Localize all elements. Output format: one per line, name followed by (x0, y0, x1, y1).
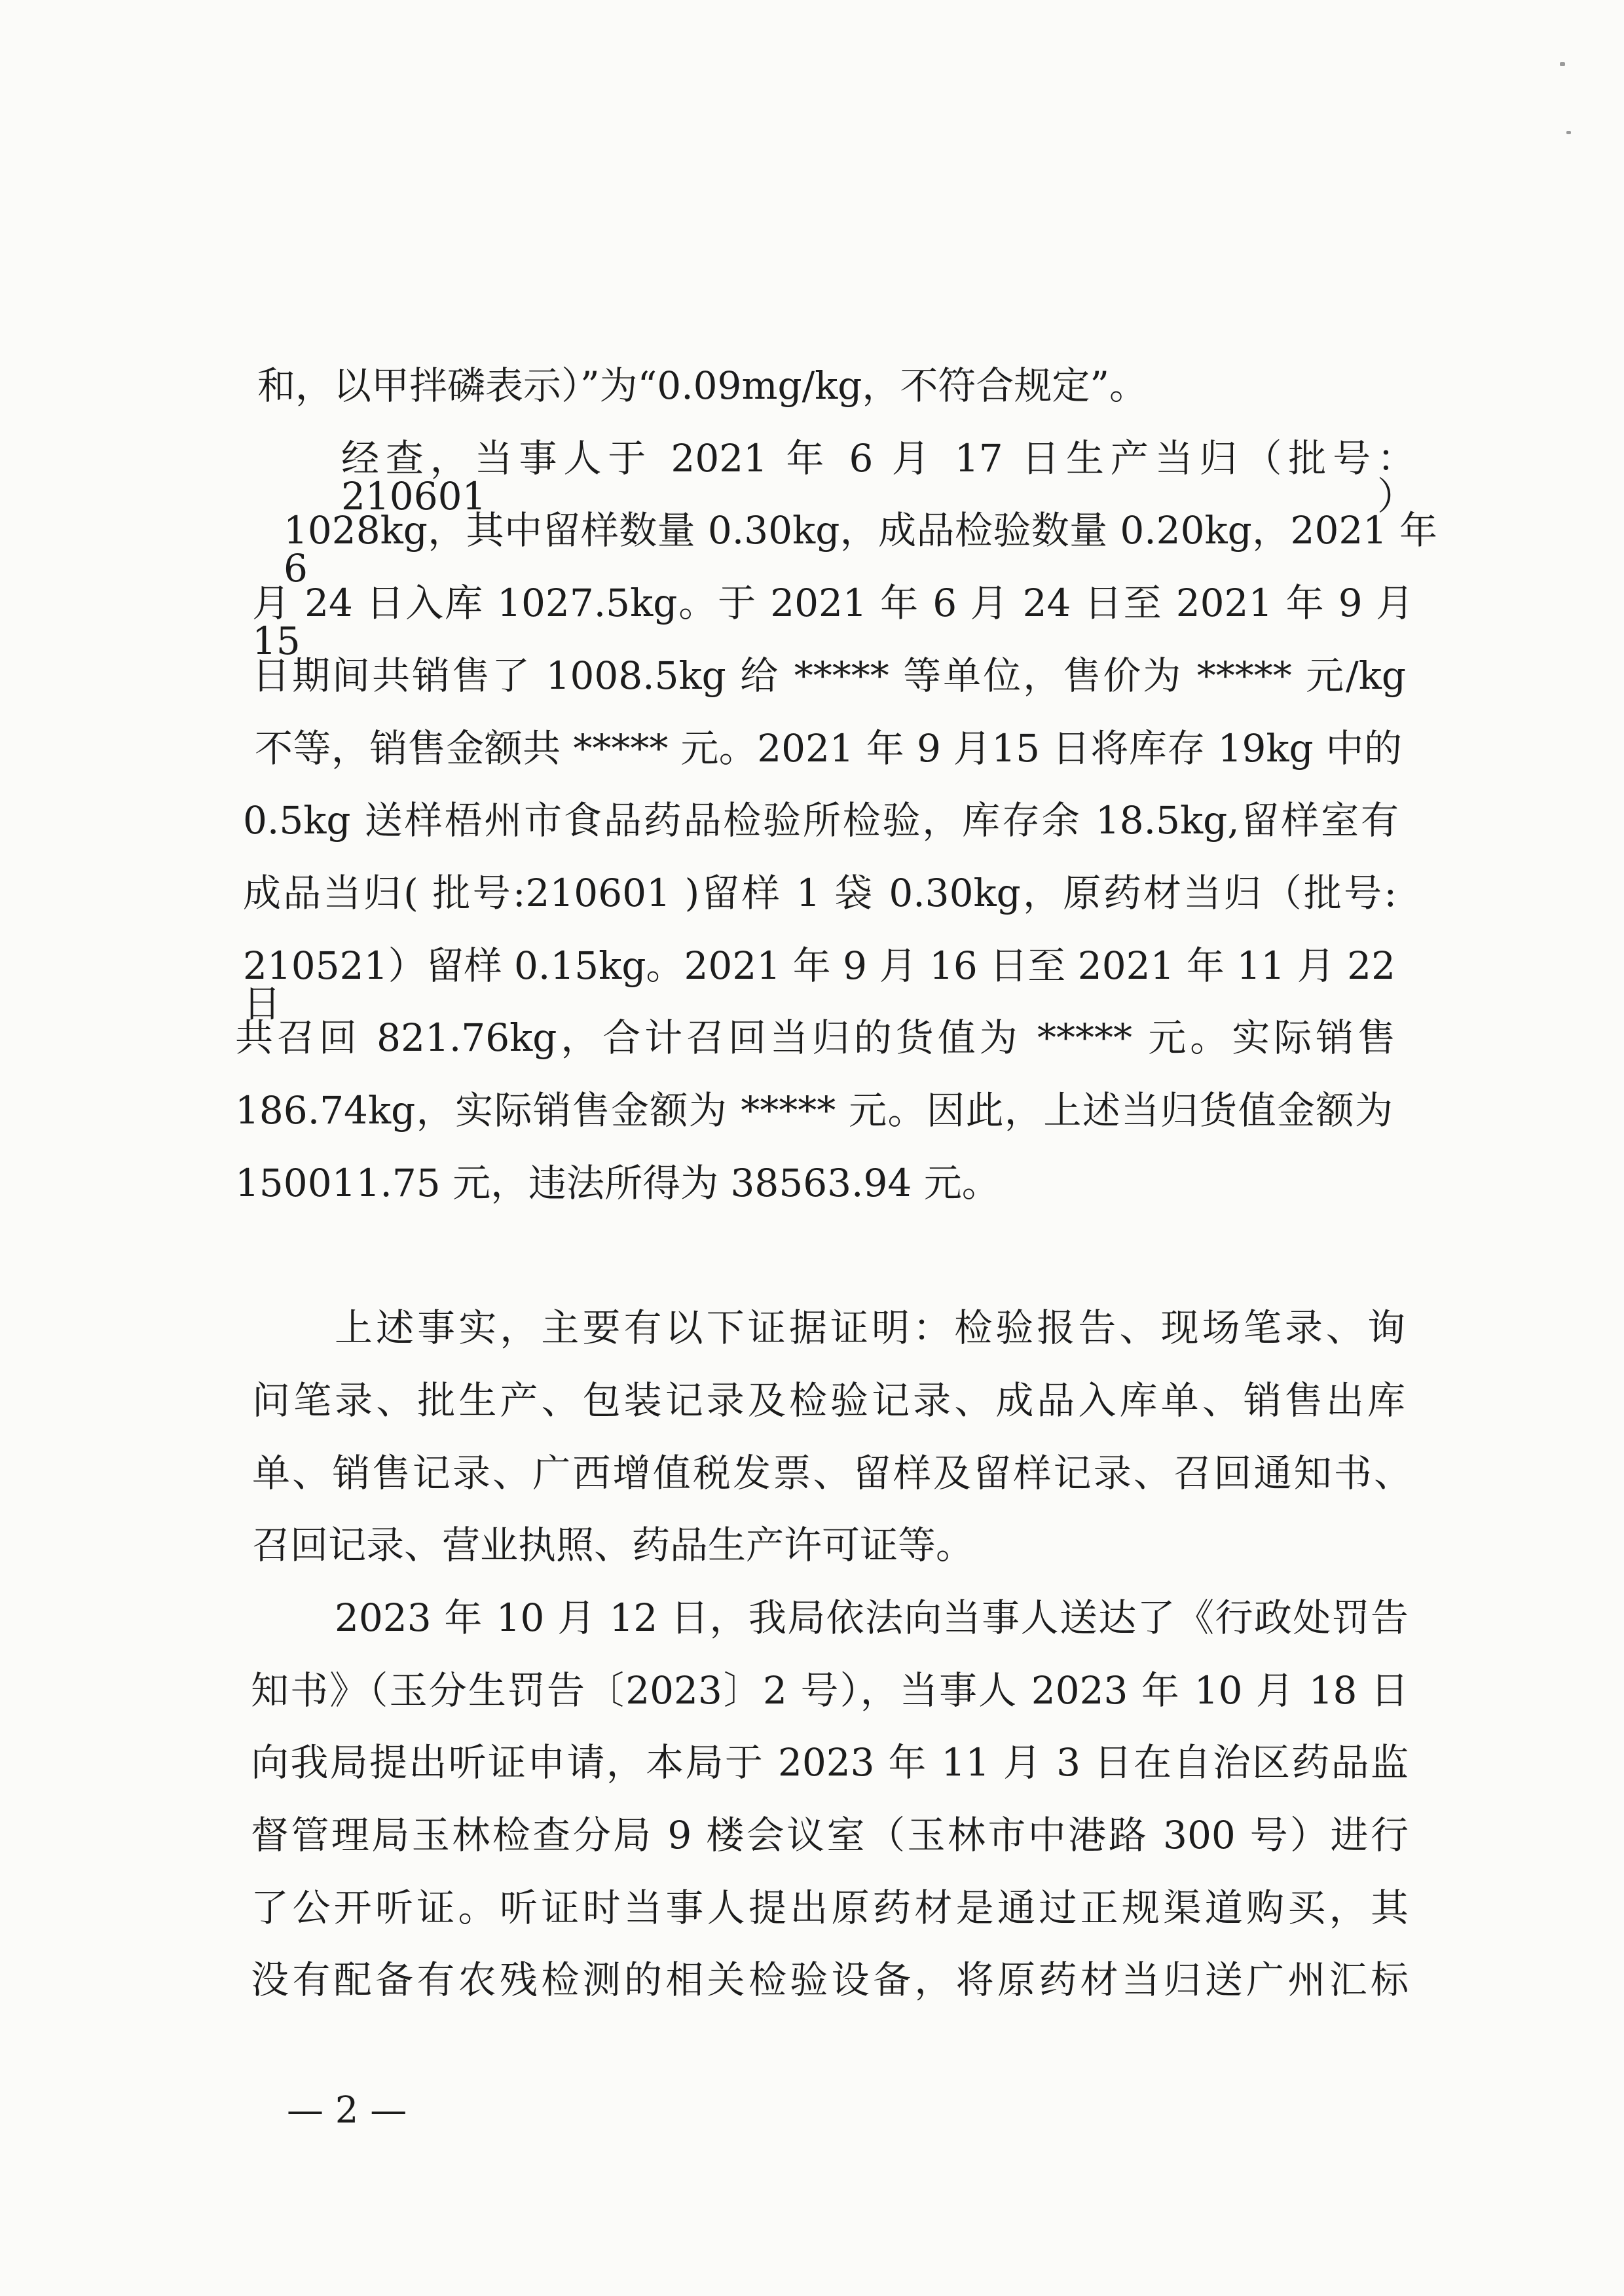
text-line: 了公开听证。听证时当事人提出原药材是通过正规渠道购买，其 (251, 1886, 1409, 1930)
text-line: 督管理局玉林检查分局 9 楼会议室（玉林市中港路 300 号）进行 (251, 1813, 1409, 1857)
text-line: 和，以甲拌磷表示）”为“0.09mg/kg，不符合规定”。 (257, 363, 1148, 408)
text-line: 150011.75 元，违法所得为 38563.94 元。 (235, 1161, 1000, 1205)
text-line: 经查，当事人于 2021 年 6 月 17 日生产当归（批号：210601） (341, 436, 1415, 519)
text-line: 上述事实，主要有以下证据证明：检验报告、现场笔录、询 (335, 1305, 1405, 1350)
text-line: 单、销售记录、广西增值税发票、留样及留样记录、召回通知书、 (252, 1451, 1412, 1495)
text-line: 0.5kg 送样梧州市食品药品检验所检验，库存余 18.5kg,留样室有 (243, 798, 1399, 843)
text-line: 210521）留样 0.15kg。2021 年 9 月 16 日至 2021 年 11 月 22 日 (243, 943, 1395, 1026)
text-line: 问笔录、批生产、包装记录及检验记录、成品入库单、销售出库 (252, 1378, 1405, 1423)
text-line: 月 24 日入库 1027.5kg。于 2021 年 6 月 24 日至 2021 年 9 月 15 (252, 581, 1414, 663)
text-line: 召回记录、营业执照、药品生产许可证等。 (252, 1523, 974, 1567)
text-line: 2023 年 10 月 12 日，我局依法向当事人送达了《行政处罚告 (335, 1595, 1409, 1640)
text-line: 知书》（玉分生罚告〔2023〕2 号），当事人 2023 年 10 月 18 日 (251, 1668, 1409, 1713)
page-number: — 2 — (287, 2089, 407, 2132)
text-line: 不等，销售金额共 ***** 元。2021 年 9 月15 日将库存 19kg 中的 (255, 726, 1402, 771)
scan-speck (1566, 131, 1571, 134)
text-line: 没有配备有农残检测的相关检验设备，将原药材当归送广州汇标 (251, 1958, 1409, 2002)
text-line: 日期间共销售了 1008.5kg 给 ***** 等单位，售价为 ***** 元/kg (252, 653, 1406, 698)
text-line: 共召回 821.76kg，合计召回当归的货值为 ***** 元。实际销售 (235, 1015, 1395, 1060)
scan-speck (1560, 62, 1565, 66)
text-line: 成品当归( 批号:210601 )留样 1 袋 0.30kg，原药材当归（批号: (243, 871, 1397, 915)
text-line: 1028kg，其中留样数量 0.30kg，成品检验数量 0.20kg，2021 年 6 (284, 508, 1437, 591)
text-line: 186.74kg，实际销售金额为 ***** 元。因此，上述当归货值金额为 (235, 1088, 1393, 1133)
text-line: 向我局提出听证申请，本局于 2023 年 11 月 3 日在自治区药品监 (251, 1740, 1409, 1785)
